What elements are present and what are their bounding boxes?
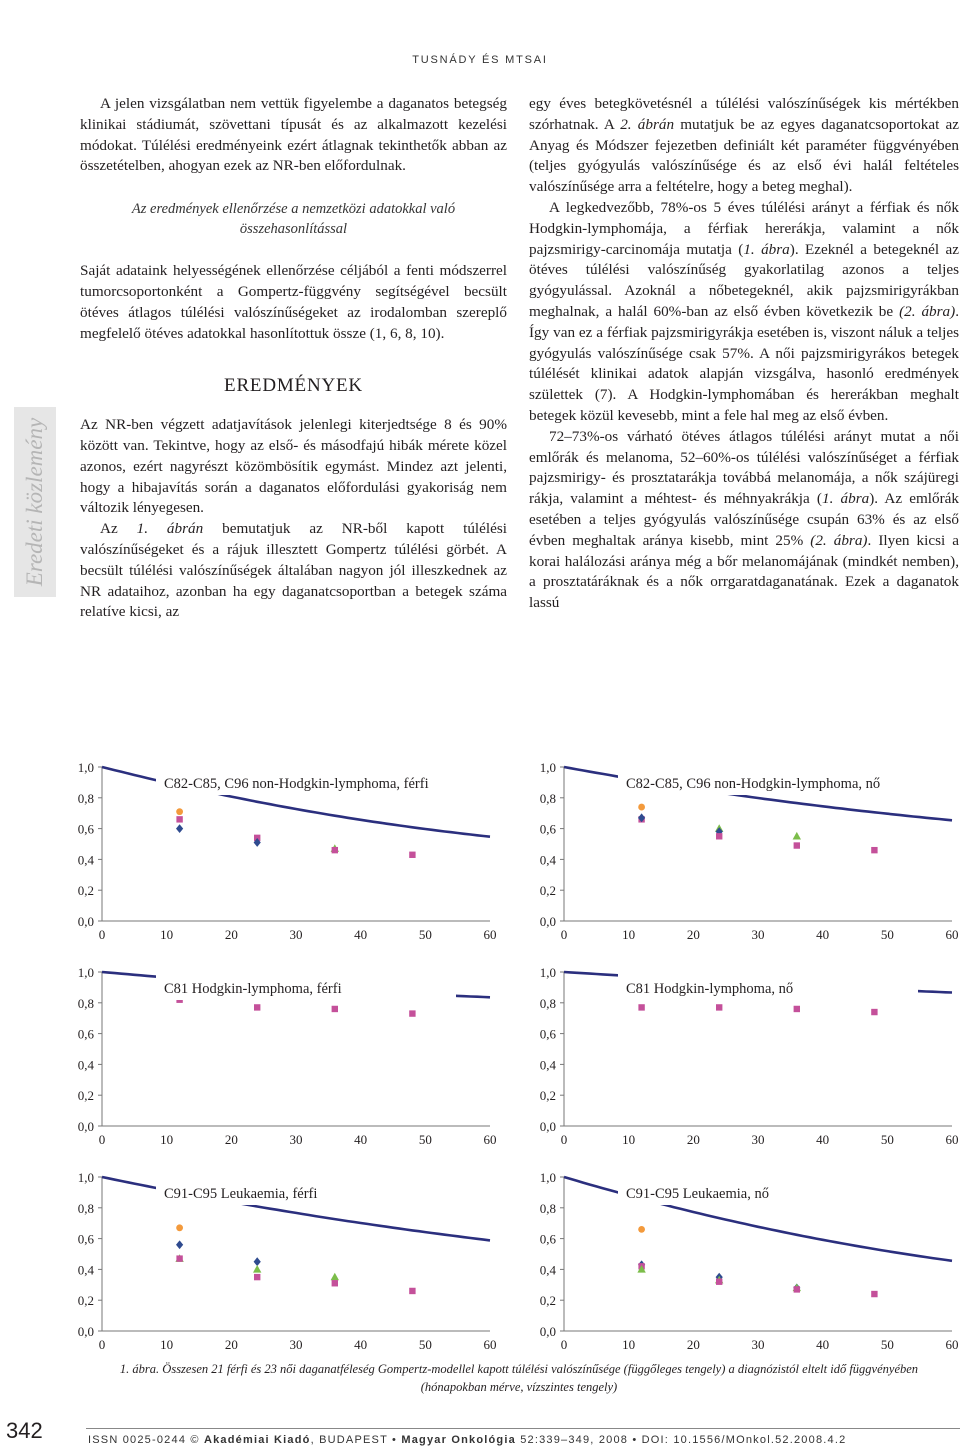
y-tick-label: 0,4 (539, 852, 556, 868)
y-tick-label: 0,8 (77, 995, 94, 1011)
y-tick-label: 0,2 (77, 1293, 94, 1309)
x-tick-label: 0 (98, 1337, 106, 1352)
y-tick-label: 1,0 (77, 760, 94, 775)
x-tick-label: 0 (560, 1132, 568, 1147)
x-tick-label: 40 (816, 1132, 830, 1147)
x-tick-label: 10 (622, 1337, 636, 1352)
y-tick-label: 0,0 (539, 914, 556, 929)
y-tick-label: 0,0 (539, 1324, 556, 1339)
y-tick-label: 0,8 (77, 790, 94, 806)
chart-hodgkin-male (60, 960, 508, 1150)
footer (88, 1434, 846, 1446)
data-point-pink (409, 852, 415, 858)
paragraph: Az NR-ben végzett adatjavítások jelenlegi kiterjedtsége 8 és 90% között van. Tekintve, hogy az első- és másodfajú hibák mérete közel azonos, ezért nagyrészt közömbösítik egymást. Mindez azt jelenti, hogy a hibajavítás során a daganatos előfordulási gyakoriság nem változik lényegesen. (80, 416, 507, 517)
figure-reference: (2. ábra) (810, 531, 868, 549)
y-tick-label: 0,4 (77, 1262, 94, 1278)
x-tick-label: 50 (418, 1337, 432, 1352)
x-tick-label: 50 (880, 1132, 894, 1147)
y-tick-label: 0,4 (77, 1057, 94, 1073)
x-tick-label: 60 (483, 1132, 497, 1147)
figure-reference: 1. ábrán (136, 520, 204, 538)
chart-leukaemia-female (522, 1165, 960, 1355)
x-tick-label: 20 (686, 1337, 700, 1352)
text-run: mutatjuk be az egyes daganatcsoportokat az Anyag és Módszer fejezetben definiált két paraméter függvényében (teljes gyógyulás valószínűsége és az első évi halál feltételes valószínűsége arra a feltételre, hogy a beteg meghal). (529, 115, 959, 196)
chart-hodgkin-female (522, 960, 960, 1150)
data-point-blue (176, 1240, 183, 1249)
data-point-green (331, 1273, 339, 1281)
y-tick-label: 0,2 (77, 1088, 94, 1104)
x-tick-label: 60 (945, 927, 959, 942)
chart-title: C91-C95 Leukaemia, férfi (164, 1186, 318, 1202)
y-tick-label: 0,2 (539, 1088, 556, 1104)
data-point-blue (254, 1257, 261, 1266)
x-tick-label: 0 (98, 927, 106, 942)
chart-leukaemia-male (60, 1165, 508, 1355)
data-point-orange (638, 1226, 645, 1233)
data-point-pink (871, 1291, 877, 1297)
chart-title: C82-C85, C96 non-Hodgkin-lymphoma, nő (626, 776, 881, 792)
data-point-pink (871, 1009, 877, 1015)
chart-nhl-male (60, 755, 508, 945)
figure-reference: 1. ábra (821, 490, 870, 508)
page-number: 342 (6, 1418, 43, 1443)
chart-leukaemia-male-svg (60, 1165, 508, 1355)
figure-caption (86, 1360, 952, 1396)
chart-nhl-female (522, 755, 960, 945)
data-point-pink (794, 842, 800, 848)
data-point-pink (332, 1006, 338, 1012)
text-run: 72–73%-os várható ötéves átlagos túlélési arányt mutat a női emlőrák és melanoma, 52–60%-os túlélési valószínűséget a férfiak pajzsmirigy- és prosztatarákja továbbá melanomája, a nők szájüregi rákja, valamint a méhtest- és méhnyakrákja ( (529, 427, 959, 508)
x-tick-label: 50 (418, 1132, 432, 1147)
footer-issn: ISSN 0025-0244 © (88, 1434, 204, 1446)
text-run: egy éves betegkövetésnél a túlélési valószínűségek kis mértékben szórhatnak. A (529, 95, 959, 133)
chart-title: C81 Hodgkin-lymphoma, férfi (164, 981, 342, 997)
text-run: ). Ezeknél a betegeknél az ötéves túlélési valószínűség gyakorlatilag azonos a teljes gyógyulással. Azoknál a nőbetegeknél, akik pajzsmirigyrákban meghalnak, a halál 60%-ban az első évben következik be (529, 240, 959, 320)
x-tick-label: 40 (354, 1132, 368, 1147)
x-tick-label: 20 (224, 927, 238, 942)
x-tick-label: 40 (354, 927, 368, 942)
x-tick-label: 0 (560, 1337, 568, 1352)
chart-nhl-female-svg (522, 755, 960, 945)
data-point-pink (638, 1004, 644, 1010)
y-tick-label: 0,4 (539, 1262, 556, 1278)
data-point-pink (409, 1010, 415, 1016)
y-tick-label: 0,6 (539, 1231, 556, 1247)
y-tick-label: 0,0 (539, 1119, 556, 1134)
footer-journal: Magyar Onkológia (401, 1434, 516, 1446)
y-tick-label: 0,0 (77, 914, 94, 929)
text-run: A legkedvezőbb, 78%-os 5 éves túlélési arányt a férfiak és nők Hodgkin-lymphomája, a férfiak hererákja, valamint a nők pajzsmirigy-carcinomája mutatja ( (529, 198, 959, 258)
x-tick-label: 10 (160, 927, 174, 942)
x-tick-label: 0 (98, 1132, 106, 1147)
x-tick-label: 10 (160, 1337, 174, 1352)
chart-hodgkin-female-svg (522, 960, 960, 1150)
y-tick-label: 0,2 (539, 1293, 556, 1309)
x-tick-label: 20 (224, 1132, 238, 1147)
figure-caption-text: Összesen 21 férfi és 23 női daganatféleség Gompertz-modellel kapott túlélési valószínűsége (függőleges tengely) a diagnózistól eltelt idő függvényében (hónapokban mérve, vízszintes tengely) (159, 1362, 919, 1394)
left-text-column (80, 94, 507, 623)
x-tick-label: 50 (880, 1337, 894, 1352)
text-run: . Ilyen kicsi a korai halálozási aránya még a bőr melanomájának (mindkét nemben), a prosztatáráknak és a nők orrgaratdaganatának. Ezek a daganatok lassú (529, 531, 959, 612)
y-tick-label: 0,4 (77, 852, 94, 868)
y-tick-label: 0,4 (539, 1057, 556, 1073)
y-tick-label: 0,8 (539, 995, 556, 1011)
data-point-pink (176, 816, 182, 822)
data-point-orange (638, 804, 645, 811)
figure-label: 1. ábra. (119, 1362, 160, 1376)
y-tick-label: 0,2 (77, 883, 94, 899)
x-tick-label: 0 (560, 927, 568, 942)
x-tick-label: 60 (945, 1337, 959, 1352)
x-tick-label: 50 (880, 927, 894, 942)
y-tick-label: 0,8 (77, 1200, 94, 1216)
x-tick-label: 20 (686, 1132, 700, 1147)
data-point-pink (716, 1004, 722, 1010)
data-point-pink (332, 847, 338, 853)
y-tick-label: 1,0 (77, 965, 94, 980)
y-tick-label: 0,6 (539, 1026, 556, 1042)
y-tick-label: 1,0 (539, 760, 556, 775)
x-tick-label: 10 (622, 1132, 636, 1147)
y-tick-label: 0,2 (539, 883, 556, 899)
data-point-orange (176, 808, 183, 815)
data-point-orange (176, 1224, 183, 1231)
paragraph (529, 427, 959, 614)
data-point-pink (332, 1280, 338, 1286)
chart-leukaemia-female-svg (522, 1165, 960, 1355)
x-tick-label: 40 (354, 1337, 368, 1352)
paragraph (529, 198, 959, 427)
footer-divider (86, 1428, 960, 1429)
x-tick-label: 40 (816, 1337, 830, 1352)
data-point-green (253, 1265, 261, 1273)
data-point-pink (254, 1274, 260, 1280)
x-tick-label: 60 (483, 927, 497, 942)
paragraph: Saját adataink helyességének ellenőrzése céljából a fenti módszerrel tumorcsoportonként a Gompertz-függvény segítségével becsült ötéves átlagos túlélési valószínűségeket az irodalomban szereplő megfelelő ötéves adatokkal hasonlítottuk össze (1, 6, 8, 10). (80, 262, 507, 342)
x-tick-label: 30 (751, 927, 765, 942)
footer-publisher: Akadémiai Kiadó (203, 1434, 311, 1446)
data-point-blue (176, 824, 183, 833)
chart-hodgkin-male-svg (60, 960, 508, 1150)
y-tick-label: 0,6 (77, 821, 94, 837)
running-head: TUSNÁDY ÉS MTSAI (412, 54, 548, 66)
footer-details: 52:339–349, 2008 • DOI: 10.1556/MOnkol.52.2008.4.2 (515, 1434, 847, 1446)
article-type-label (14, 407, 56, 597)
x-tick-label: 30 (751, 1337, 765, 1352)
y-tick-label: 0,8 (539, 1200, 556, 1216)
paragraph (80, 519, 507, 623)
data-point-pink (254, 1004, 260, 1010)
y-tick-label: 0,6 (539, 821, 556, 837)
section-title: EREDMÉNYEK (224, 375, 363, 397)
x-tick-label: 20 (224, 1337, 238, 1352)
x-tick-label: 20 (686, 927, 700, 942)
y-tick-label: 1,0 (539, 965, 556, 980)
y-tick-label: 0,8 (539, 790, 556, 806)
y-tick-label: 0,0 (77, 1119, 94, 1134)
text-run: Az (100, 520, 137, 538)
figure-reference: (2. ábra) (899, 302, 956, 320)
chart-nhl-male-svg (60, 755, 508, 945)
x-tick-label: 50 (418, 927, 432, 942)
x-tick-label: 60 (483, 1337, 497, 1352)
data-point-pink (409, 1288, 415, 1294)
x-tick-label: 30 (289, 1337, 303, 1352)
data-point-pink (176, 1255, 182, 1261)
y-tick-label: 0,6 (77, 1231, 94, 1247)
text-run: . Így van ez a férfiak pajzsmirigyrákja esetében is, viszont náluk a teljes gyógyulás valószínűsége csak 57%. A női pajzsmirigyrákos betegek túlélését klinikai adatok alapján vizsgálva, hasonló eredmények születtek (7). A Hodgkin-lymphomában és hererákban meghalt betegek közül kevesebb, mint a fele hal meg az első évben. (529, 302, 960, 424)
x-tick-label: 30 (751, 1132, 765, 1147)
x-tick-label: 10 (622, 927, 636, 942)
right-text-column (529, 94, 959, 614)
y-tick-label: 0,6 (77, 1026, 94, 1042)
figure-reference: 2. ábrán (620, 115, 675, 133)
y-tick-label: 0,0 (77, 1324, 94, 1339)
text-run: bemutatjuk az NR-ből kapott túlélési valószínűségeket és a rájuk illesztett Gompertz túlélési görbét. A becsült túlélési valószínűségek általában nagyon jól illeszkednek az NR adataihoz, azonban ha egy daganatcsoportban a betegek száma relatíve kicsi, az (80, 520, 507, 621)
paragraph: A jelen vizsgálatban nem vettük figyelembe a daganatos betegség klinikai stádiumát, szövettani típusát és az alkalmazott kezelési módokat. Túlélési eredményeink ezért átlagnak tekinthetők abban az összetételben, ahogyan ezek az NR-ben előfordulnak. (80, 95, 507, 175)
subheading: Az eredmények ellenőrzése a nemzetközi adatokkal való összehasonlítással (131, 201, 456, 238)
x-tick-label: 30 (289, 1132, 303, 1147)
data-point-pink (716, 1279, 722, 1285)
chart-title: C91-C95 Leukaemia, nő (626, 1186, 769, 1202)
text-run: ). Az emlőrák esetében a teljes gyógyulás valószínűsége csupán 63% és az első évben meghaltak aránya kisebb, mint 25% (529, 490, 959, 549)
chart-title: C81 Hodgkin-lymphoma, nő (626, 981, 794, 997)
chart-title: C82-C85, C96 non-Hodgkin-lymphoma, férfi (164, 776, 429, 792)
article-type-text: Eredeti közlemény (22, 417, 47, 587)
x-tick-label: 40 (816, 927, 830, 942)
figure-reference: 1. ábra (743, 240, 790, 258)
data-point-pink (794, 1006, 800, 1012)
x-tick-label: 30 (289, 927, 303, 942)
y-tick-label: 1,0 (77, 1170, 94, 1185)
x-tick-label: 10 (160, 1132, 174, 1147)
data-point-pink (716, 833, 722, 839)
paragraph (529, 94, 959, 198)
data-point-green (793, 832, 801, 840)
data-point-pink (794, 1286, 800, 1292)
x-tick-label: 60 (945, 1132, 959, 1147)
footer-city: , BUDAPEST • (310, 1434, 402, 1446)
data-point-pink (871, 847, 877, 853)
y-tick-label: 1,0 (539, 1170, 556, 1185)
